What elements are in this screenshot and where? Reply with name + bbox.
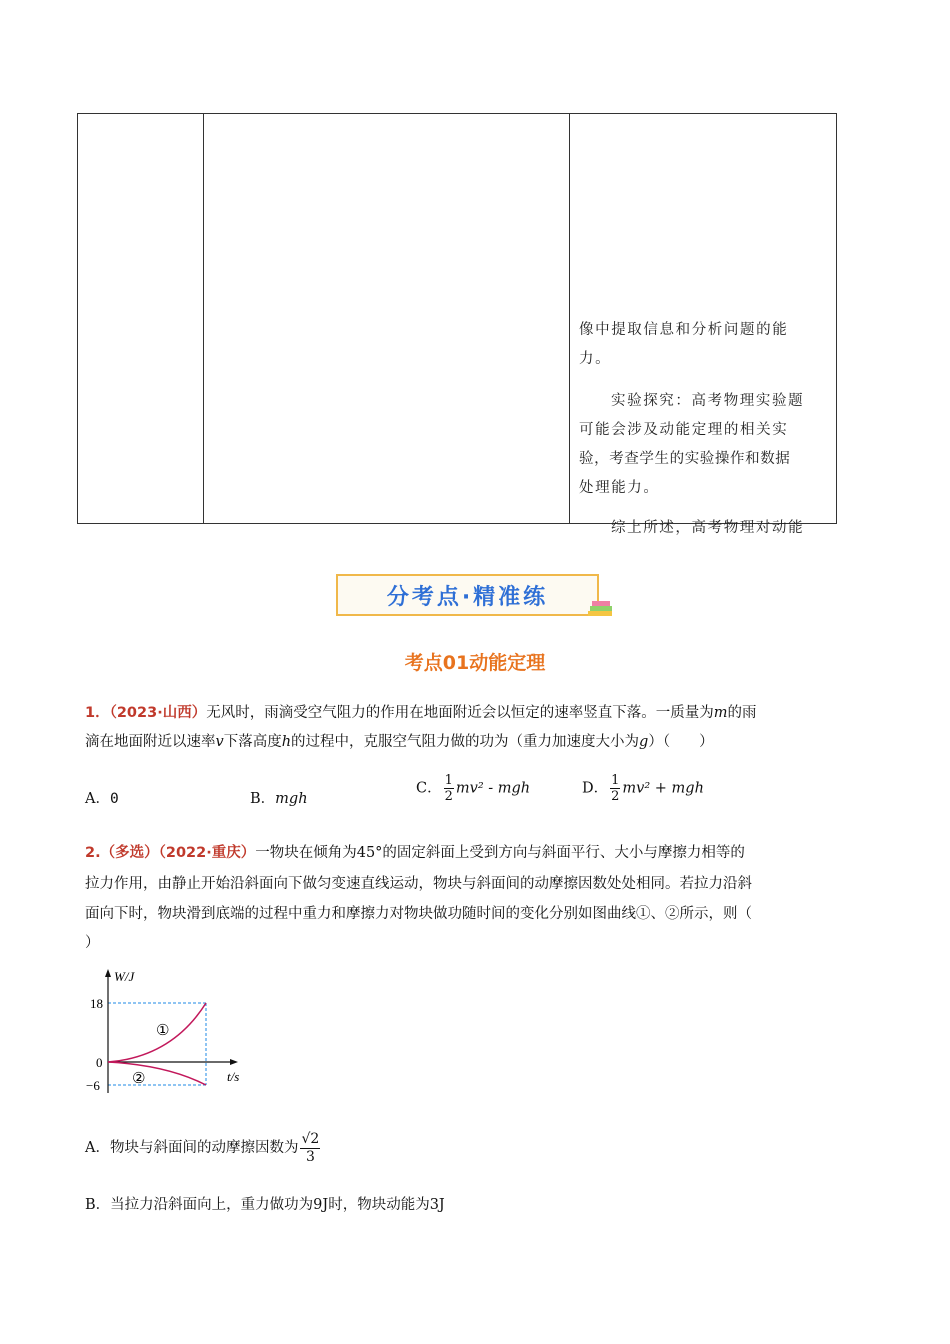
option-value: 0 (109, 791, 119, 807)
work-time-graph (82, 965, 262, 1100)
curve-2-label: ② (132, 1069, 146, 1087)
q2-option-a[interactable] (85, 1128, 322, 1168)
tick-neg6: −6 (86, 1078, 100, 1093)
q1-var-h: h (281, 734, 292, 750)
q1-text: ）（ ） (648, 734, 714, 750)
q1-var-g: g (639, 734, 649, 750)
table-text-line: 实验探究：高考物理实验题 (611, 393, 805, 409)
table-divider-2 (569, 114, 570, 523)
q2-line-3: 面向下时，物块滑到底端的过程中重力和摩擦力对物块做功随时间的变化分别如图曲线①、②所示，则（ (85, 906, 752, 922)
q2-source: （2022·重庆） (158, 845, 256, 861)
tick-18: 18 (90, 996, 103, 1011)
fraction-denominator: 2 (444, 789, 453, 804)
table-text-line: 处理能力。 (579, 480, 660, 496)
q2-text: 一物块在倾角为45°的固定斜面上受到方向与斜面平行、大小与摩擦力相等的 (255, 845, 745, 861)
curve-1-label: ① (156, 1021, 170, 1039)
q1-line-1 (85, 698, 756, 728)
q1-text: 滴在地面附近以速率 (85, 734, 216, 750)
option-value: mv² + mgh (622, 780, 704, 797)
fraction (610, 773, 620, 804)
q1-text: 下落高度 (223, 734, 282, 750)
q2-line-4: ） (85, 935, 100, 951)
y-axis-arrow (105, 969, 111, 977)
fraction-numerator: √2 (301, 1130, 320, 1147)
q1-text: 无风时，雨滴受空气阻力的作用在地面附近会以恒定的速率竖直下落。一质量为 (206, 705, 714, 721)
q1-option-c[interactable] (416, 773, 530, 804)
option-text: A．物块与斜面间的动摩擦因数为 (85, 1140, 299, 1156)
table-text-line: 像中提取信息和分析问题的能 (579, 322, 789, 338)
option-label: D． (582, 780, 609, 797)
x-axis-arrow (230, 1059, 238, 1065)
option-label: A． (85, 791, 110, 807)
banner-title: 分考点·精准练 (386, 584, 549, 610)
y-axis-label: W/J (114, 969, 135, 984)
q1-option-a[interactable] (85, 787, 119, 808)
table-divider-1 (203, 114, 204, 523)
option-value: mgh (275, 791, 308, 807)
q1-source: （2023·山西） (109, 705, 207, 721)
fraction (444, 773, 454, 804)
option-value: mv² - mgh (455, 780, 531, 797)
fraction-numerator: 1 (611, 773, 620, 788)
q1-var-m: m (713, 705, 728, 721)
q1-text: 的过程中，克服空气阻力做的功为（重力加速度大小为 (291, 734, 640, 750)
q1-line-2 (85, 727, 714, 757)
fraction-numerator: 1 (444, 773, 453, 788)
option-value: 9J (313, 1197, 329, 1213)
q1-number: 1． (85, 705, 110, 721)
q2-option-b[interactable] (85, 1190, 445, 1220)
q2-line-2: 拉力作用，由静止开始沿斜面向下做匀变速直线运动，物块与斜面间的动摩擦因数处处相同。若拉力沿斜 (85, 876, 752, 892)
tick-0: 0 (96, 1055, 103, 1070)
table-text-line: 可能会涉及动能定理的相关实 (579, 422, 789, 438)
q1-var-v: v (215, 734, 224, 750)
section-banner (336, 574, 599, 616)
books-icon (586, 598, 616, 620)
table-text-line: 综上所述，高考物理对动能 (611, 520, 805, 536)
section-heading: 考点01动能定理 (404, 652, 546, 674)
fraction (300, 1131, 320, 1166)
option-label: B． (250, 791, 276, 807)
q2-number: 2. (85, 845, 101, 861)
table-text-line: 力。 (579, 351, 612, 367)
table-text-line: 验，考查学生的实验操作和数据 (579, 451, 791, 467)
x-axis-label: t/s (227, 1069, 240, 1084)
q2-line-1 (85, 838, 745, 868)
option-value: 3J (429, 1197, 445, 1213)
fraction-denominator: 2 (611, 789, 620, 804)
q2-tag: （多选） (100, 845, 159, 861)
q1-option-b[interactable] (250, 787, 308, 808)
option-text: 时，物块动能为 (328, 1197, 430, 1213)
option-text: B．当拉力沿斜面向上，重力做功为 (85, 1197, 314, 1213)
q1-text: 的雨 (727, 705, 757, 721)
q1-option-d[interactable] (582, 773, 704, 804)
curve-2 (108, 1062, 206, 1085)
option-label: C． (416, 780, 442, 797)
fraction-denominator: 3 (305, 1148, 315, 1165)
